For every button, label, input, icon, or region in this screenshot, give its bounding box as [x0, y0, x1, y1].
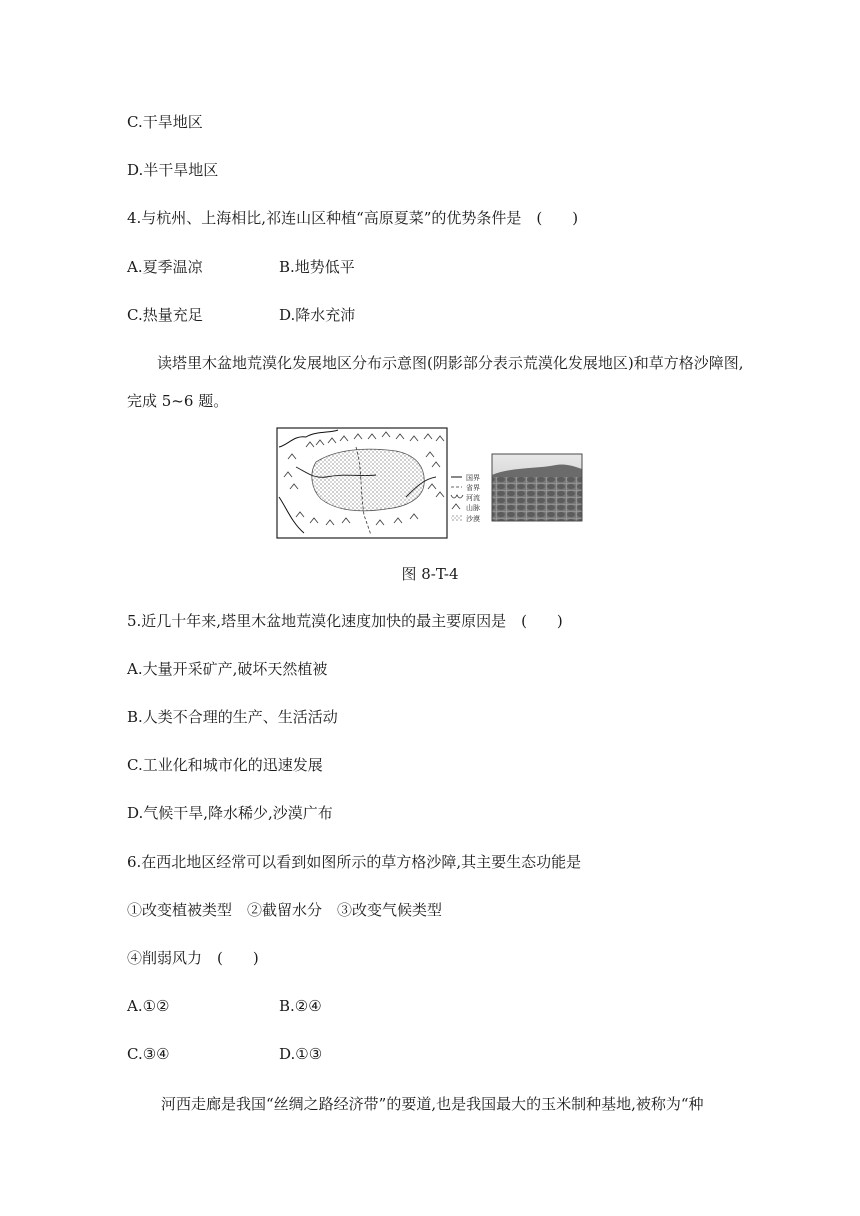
q4-option-b: B.地势低平 — [279, 258, 355, 276]
figure-8-t-4 — [276, 427, 586, 541]
passage-next: 河西走廊是我国“丝绸之路经济带”的要道,也是我国最大的玉米制种基地,被称为“种 — [161, 1095, 704, 1113]
legend-river: 河流 — [466, 495, 480, 502]
map-legend — [451, 473, 480, 523]
legend-mountain: 山脉 — [466, 505, 480, 512]
q6-stem: 6.在西北地区经常可以看到如图所示的草方格沙障,其主要生态功能是 — [127, 853, 582, 871]
q6-items: ①改变植被类型 ②截留水分 ③改变气候类型 — [127, 901, 443, 919]
q4-option-d: D.降水充沛 — [279, 306, 356, 324]
q5-stem: 5.近几十年来,塔里木盆地荒漠化速度加快的最主要原因是 ( ) — [127, 612, 563, 630]
q4-option-c: C.热量充足 — [127, 306, 203, 324]
q5-option-c: C.工业化和城市化的迅速发展 — [127, 756, 323, 774]
q4-stem: 4.与杭州、上海相比,祁连山区种植“高原夏菜”的优势条件是 ( ) — [127, 209, 579, 227]
straw-grid-photo — [492, 454, 582, 521]
q6-item-4: ④削弱风力 ( ) — [127, 949, 259, 967]
figure-image — [276, 427, 586, 541]
q5-option-b: B.人类不合理的生产、生活活动 — [127, 708, 338, 726]
q3-option-c: C.干旱地区 — [127, 113, 203, 131]
q5-option-a: A.大量开采矿产,破坏天然植被 — [127, 660, 328, 678]
desert-area — [312, 449, 424, 511]
q6-option-c: C.③④ — [127, 1045, 170, 1063]
legend-national-border: 国界 — [466, 475, 480, 482]
q3-option-d: D.半干旱地区 — [127, 161, 219, 179]
q4-option-a: A.夏季温凉 — [127, 258, 203, 276]
q6-option-a: A.①② — [127, 997, 170, 1015]
passage-5-6: 读塔里木盆地荒漠化发展地区分布示意图(阴影部分表示荒漠化发展地区)和草方格沙障图,完成 5~6 题。 — [127, 354, 744, 410]
q6-option-b: B.②④ — [279, 997, 322, 1015]
q5-option-d: D.气候干旱,降水稀少,沙漠广布 — [127, 804, 333, 822]
q6-option-d: D.①③ — [279, 1045, 323, 1063]
legend-provincial-border: 省界 — [466, 485, 480, 492]
legend-desert: 沙漠 — [466, 516, 480, 523]
figure-caption: 图 8-T-4 — [401, 565, 459, 583]
